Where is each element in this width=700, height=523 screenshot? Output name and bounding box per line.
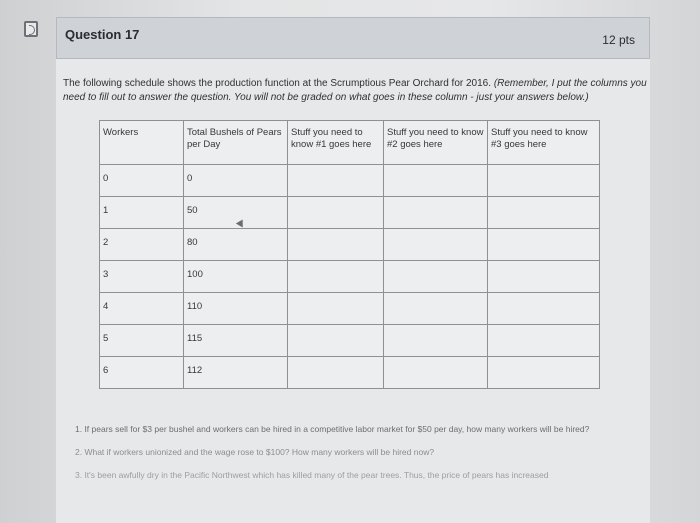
- cell-empty: [288, 357, 384, 389]
- cell-empty: [384, 261, 488, 293]
- question-title: Question 17: [65, 27, 140, 42]
- cell-bushels: 112: [184, 357, 288, 389]
- cell-empty: [488, 357, 600, 389]
- cell-bushels: 0: [184, 165, 288, 197]
- production-schedule-table: [99, 120, 600, 389]
- cell-bushels: 110: [184, 293, 288, 325]
- cell-bushels: 50: [184, 197, 288, 229]
- cell-empty: [384, 357, 488, 389]
- cell-empty: [384, 165, 488, 197]
- cell-empty: [384, 197, 488, 229]
- question-points: 12 pts: [602, 33, 635, 47]
- intro-text: The following schedule shows the production function at the Scrumptious Pear Orchard for 2016.: [63, 78, 492, 89]
- cell-workers: 3: [100, 261, 184, 293]
- table-row: [100, 357, 600, 389]
- table-row: [100, 293, 600, 325]
- sub-question-1: 1. If pears sell for $3 per bushel and workers can be hired in a competitive labor market for $50 per day, how many workers will be hired?: [75, 424, 590, 434]
- cell-empty: [384, 293, 488, 325]
- cell-empty: [288, 325, 384, 357]
- header-stuff-1: Stuff you need to know #1 goes here: [288, 121, 384, 165]
- question-intro: [63, 77, 648, 105]
- cell-empty: [288, 197, 384, 229]
- cell-empty: [288, 165, 384, 197]
- table-row: [100, 229, 600, 261]
- cell-workers: 4: [100, 293, 184, 325]
- cell-bushels: 80: [184, 229, 288, 261]
- table-row: [100, 165, 600, 197]
- cell-empty: [488, 229, 600, 261]
- cell-empty: [288, 229, 384, 261]
- table-row: [100, 261, 600, 293]
- cell-empty: [384, 325, 488, 357]
- cell-workers: 2: [100, 229, 184, 261]
- cell-workers: 5: [100, 325, 184, 357]
- cell-workers: 1: [100, 197, 184, 229]
- header-total-bushels: Total Bushels of Pears per Day: [184, 121, 288, 165]
- cell-empty: [488, 325, 600, 357]
- sub-question-2: 2. What if workers unionized and the wage rose to $100? How many workers will be hired now?: [75, 447, 435, 457]
- cell-empty: [488, 261, 600, 293]
- cell-empty: [288, 293, 384, 325]
- header-stuff-3: Stuff you need to know #3 goes here: [488, 121, 600, 165]
- cell-workers: 6: [100, 357, 184, 389]
- flag-question-icon[interactable]: [24, 21, 38, 37]
- cell-empty: [488, 165, 600, 197]
- cell-empty: [288, 261, 384, 293]
- cell-empty: [488, 293, 600, 325]
- cell-bushels: 115: [184, 325, 288, 357]
- header-stuff-2: Stuff you need to know #2 goes here: [384, 121, 488, 165]
- cell-bushels: 100: [184, 261, 288, 293]
- table-row: [100, 197, 600, 229]
- table-row: [100, 325, 600, 357]
- table-header-row: [100, 121, 600, 165]
- sub-question-3: 3. It's been awfully dry in the Pacific Northwest which has killed many of the pear trees. Thus, the price of pears has increased: [75, 470, 549, 480]
- sub-question-list: [75, 423, 635, 492]
- header-workers: Workers: [100, 121, 184, 165]
- cell-empty: [488, 197, 600, 229]
- cell-workers: 0: [100, 165, 184, 197]
- intro-note: (Remember, I put the columns you need to fill out to answer the question. You will not be graded on what goes in these column - just your answers below.): [63, 78, 647, 103]
- question-header: [56, 17, 650, 59]
- cell-empty: [384, 229, 488, 261]
